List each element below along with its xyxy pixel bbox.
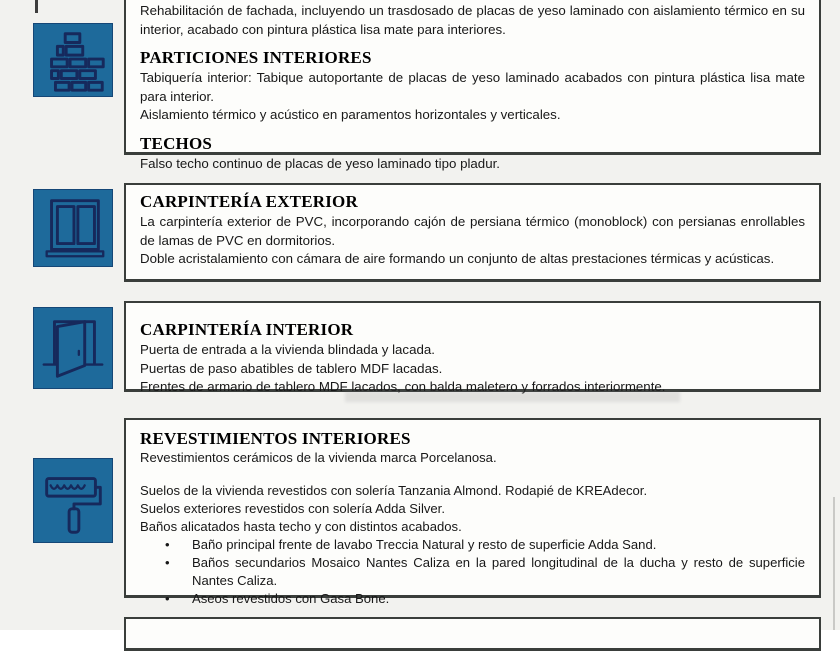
open-door-icon — [33, 307, 113, 389]
faint-watermark — [345, 391, 680, 402]
paragraph-spacer — [140, 467, 805, 482]
carpinteria-interior-paragraph-1: Puerta de entrada a la vivienda blindada y lacada. — [140, 342, 435, 357]
particiones-paragraph-1: Tabiquería interior: Tabique autoportante de placas de yeso laminado acabados con pintura plástica lisa mate para interior. — [140, 70, 805, 104]
revestimientos-paragraph-2: Suelos de la vivienda revestidos con solería Tanzania Almond. Rodapié de KREAdecor. — [140, 483, 648, 498]
revestimientos-paragraph-1: Revestimientos cerámicos de la vivienda marca Porcelanosa. — [140, 450, 497, 465]
carpinteria-interior-paragraph-3: Frentes de armario de tablero MDF lacados, con balda maletero y forrados interiormente. — [140, 379, 666, 394]
techos-heading: TECHOS — [140, 133, 213, 153]
brick-wall-icon — [33, 23, 113, 97]
bullet-marker: • — [165, 537, 170, 552]
bullet-text: Baños secundarios Mosaico Nantes Caliza en la pared longitudinal de la ducha y resto de superficie Nantes Caliza. — [192, 555, 805, 588]
spec-box-next-cropped — [124, 617, 821, 651]
carpinteria-interior-paragraph-2: Puertas de paso abatibles de tablero MDF lacadas. — [140, 360, 443, 376]
paint-roller-icon — [33, 458, 113, 543]
carpinteria-exterior-paragraph-2: Doble acristalamiento con cámara de aire formando un conjunto de altas prestaciones térmicas y acústicas. — [140, 251, 775, 266]
spec-box-carpinteria-interior — [124, 301, 821, 392]
particiones-paragraph-2: Aislamiento térmico y acústico en paramentos horizontales y verticales. — [140, 107, 561, 122]
carpinteria-exterior-heading: CARPINTERÍA EXTERIOR — [140, 192, 358, 211]
bullet-text: Baño principal frente de lavabo Treccia Natural y resto de superficie Adda Sand. — [192, 537, 657, 552]
techos-paragraph: Falso techo continuo de placas de yeso laminado tipo pladur. — [140, 155, 500, 171]
particiones-interiores-heading: PARTICIONES INTERIORES — [140, 48, 372, 67]
spec-box-revestimientos — [124, 418, 821, 606]
list-item — [140, 590, 805, 608]
page-edge-mark — [35, 0, 38, 13]
spec-box-fachadas — [124, 0, 821, 171]
scan-edge-line — [833, 497, 835, 630]
list-item — [140, 536, 805, 554]
window-icon — [33, 189, 113, 267]
revestimientos-heading: REVESTIMIENTOS INTERIORES — [140, 429, 411, 448]
list-item — [140, 554, 805, 590]
bullet-marker: • — [165, 591, 170, 606]
revestimientos-paragraph-4: Baños alicatados hasta techo y con distintos acabados. — [140, 519, 462, 534]
bullet-text: Aseos revestidos con Gasa Bone. — [192, 591, 390, 606]
carpinteria-interior-heading: CARPINTERÍA INTERIOR — [140, 320, 354, 339]
bullet-marker: • — [165, 555, 170, 570]
revestimientos-paragraph-3: Suelos exteriores revestidos con solería Adda Silver. — [140, 501, 445, 516]
carpinteria-exterior-paragraph-1: La carpintería exterior de PVC, incorporando cajón de persiana térmico (monoblock) con persianas enrollables de lamas de PVC en dormitorios. — [140, 214, 805, 248]
spec-box-carpinteria-exterior — [124, 183, 821, 282]
fachadas-intro-paragraph: Rehabilitación de fachada, incluyendo un trasdosado de placas de yeso laminado con aislamiento térmico en su interior, acabado con pintura plástica lisa mate para interiores. — [140, 3, 805, 37]
